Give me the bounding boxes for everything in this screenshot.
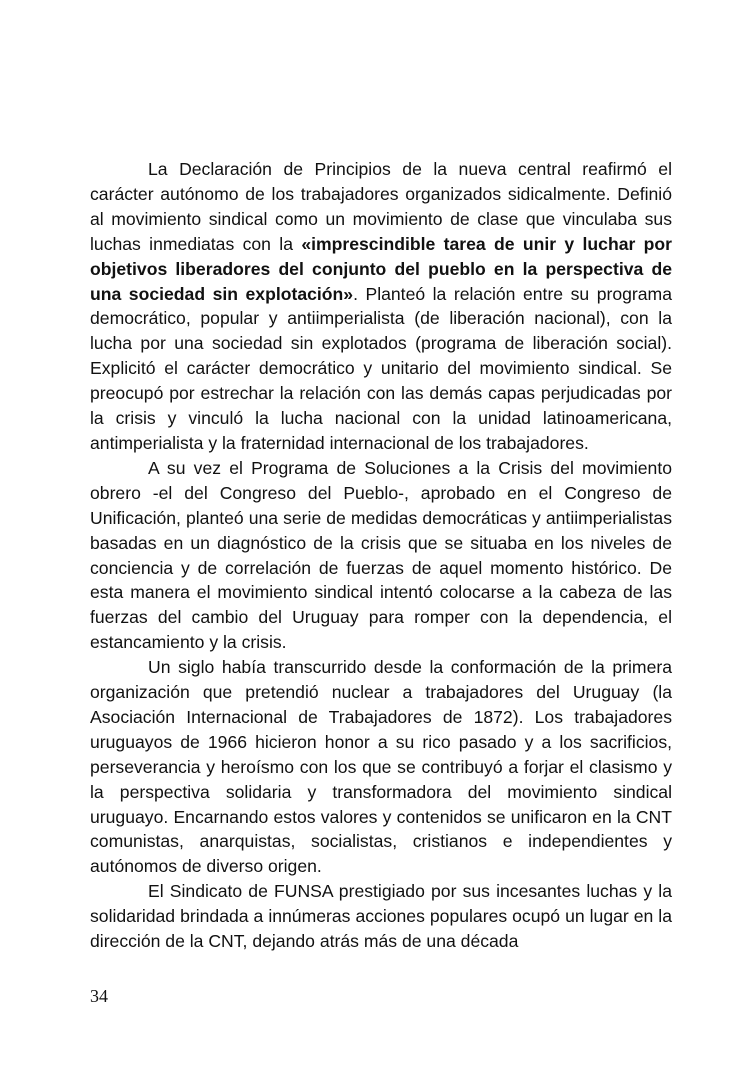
paragraph-1-bold-quote: «imprescindible tarea de unir y luchar por objetivos liberadores del conjunto del pueblo en la perspectiva de una sociedad sin explotación» bbox=[90, 233, 672, 304]
body-text bbox=[90, 157, 672, 954]
paragraph-2: A su vez el Programa de Soluciones a la Crisis del movimiento obrero -el del Congreso del Pueblo-, aprobado en el Congreso de Unificación, planteó una serie de medidas democráticas y antiimperialistas basadas en un diagnóstico de la crisis que se situaba en los niveles de conciencia y de correlación de fuerzas de aquel momento histórico. De esta manera el movimiento sindical intentó colocarse a la cabeza de las fuerzas del cambio del Uruguay para romper con la dependencia, el estancamiento y la crisis. bbox=[90, 457, 672, 653]
paragraph-1-text-continued: . Planteó la relación entre su programa democrático, popular y antiimperialista (de liberación nacional), con la lucha por una sociedad sin explotados (programa de liberación social). Explicitó el carácter democrático y unitario del movimiento sindical. Se preocupó por estrechar la relación con las demás capas perjudicadas por la crisis y vinculó la lucha nacional con la unidad latinoamericana, antimperialista y la fraternidad internacional de los trabajadores. bbox=[90, 283, 672, 453]
paragraph-1 bbox=[90, 157, 672, 456]
paragraph-1-text: La Declaración de Principios de la nueva central reafirmó el carácter autónomo de los trabajadores organizados sidicalmente. Definió al movimiento sindical como un movimiento de clase que vinculaba sus luchas inmediatas con la bbox=[90, 159, 672, 254]
paragraph-3: Un siglo había transcurrido desde la conformación de la primera organización que pretendió nuclear a trabajadores del Uruguay (la Asociación Internacional de Trabajadores de 1872). Los trabajadores uruguayos de 1966 hicieron honor a su rico pasado y a los sacrificios, perseverancia y heroísmo con los que se contribuyó a forjar el clasismo y la perspectiva solidaria y transformadora del movimiento sindical uruguayo. Encarnando estos valores y contenidos se unificaron en la CNT comunistas, anarquistas, socialistas, cristianos e independientes y autónomos de diverso origen. bbox=[90, 657, 672, 877]
page-number: 34 bbox=[90, 986, 108, 1006]
paragraph-4: El Sindicato de FUNSA prestigiado por sus incesantes luchas y la solidaridad brindada a innúmeras acciones populares ocupó un lugar en la dirección de la CNT, dejando atrás más de una década bbox=[90, 881, 672, 952]
